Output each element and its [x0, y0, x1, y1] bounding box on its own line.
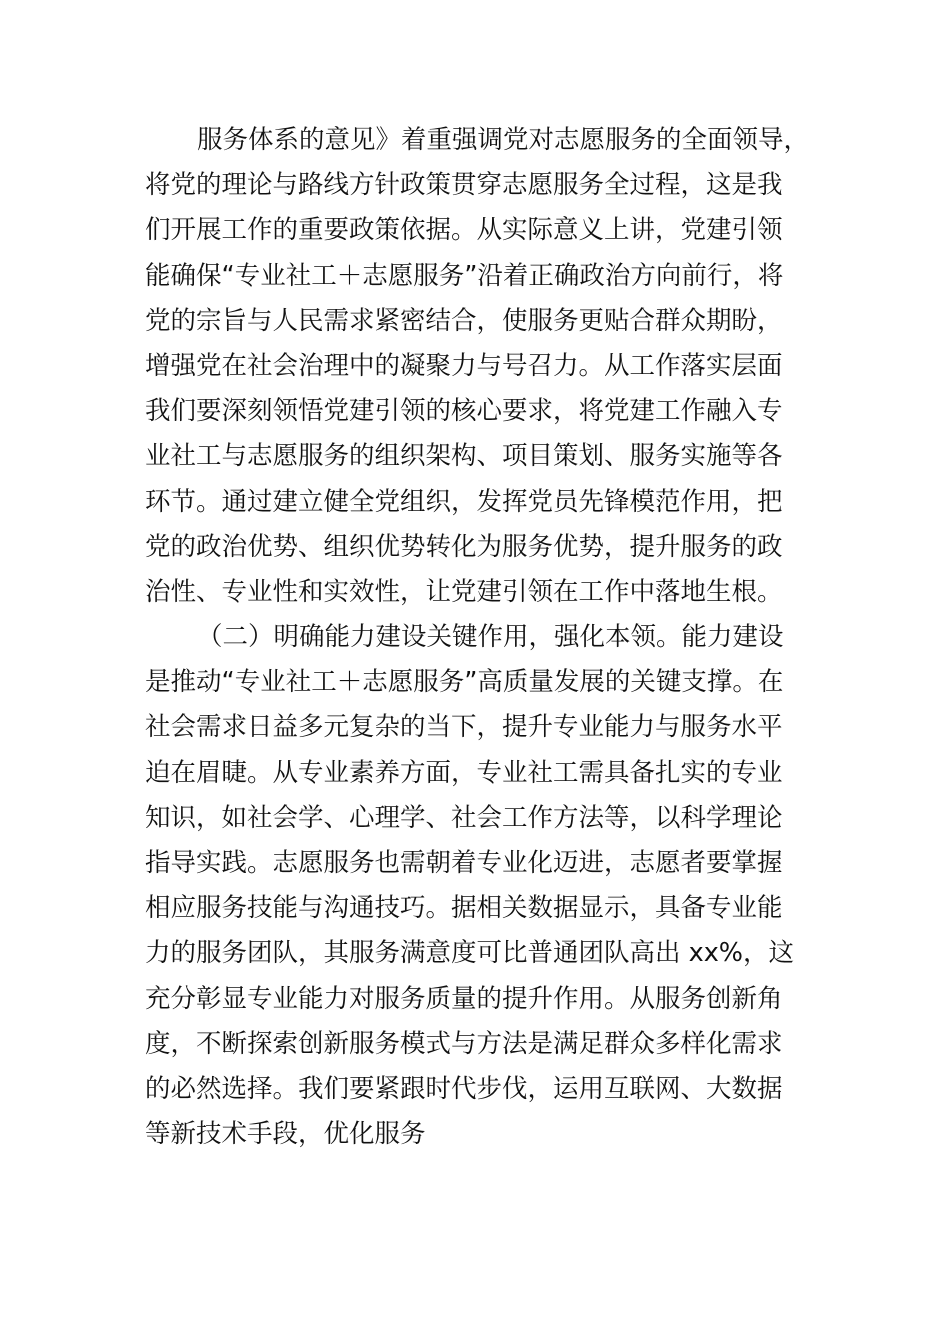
text-line: 党的政治优势、组织优势转化为服务优势，提升服务的政 [145, 531, 783, 562]
body-text [145, 118, 810, 1157]
text-line: 服务体系的意见》着重强调党对志愿服务的全面领导， [197, 125, 810, 155]
text-line: 环节。通过建立健全党组织，发挥党员先锋模范作用，把 [145, 486, 783, 517]
text-line: 社会需求日益多元复杂的当下，提升专业能力与服务水平 [145, 712, 783, 743]
text-line: 知识，如社会学、心理学、社会工作方法等，以科学理论 [145, 802, 783, 833]
text-line: 将党的理论与路线方针政策贯穿志愿服务全过程，这是我 [145, 170, 783, 201]
text-line: 指导实践。志愿服务也需朝着专业化迈进，志愿者要掌握 [145, 848, 783, 878]
text-line: 增强党在社会治理中的凝聚力与号召力。从工作落实层面 [145, 350, 783, 381]
text-line: 治性、专业性和实效性，让党建引领在工作中落地生根。 [145, 576, 783, 607]
text-line: 业社工与志愿服务的组织架构、项目策划、服务实施等各 [145, 441, 783, 472]
text-line: 能确保“专业社工＋志愿服务”沿着正确政治方向前行，将 [145, 260, 784, 291]
section-heading-line: （二）明确能力建设关键作用，强化本领。能力建设 [197, 622, 784, 653]
text-line: 力的服务团队，其服务满意度可比普通团队高出 xx%，这 [145, 938, 795, 969]
text-line: 迫在眉睫。从专业素养方面，专业社工需具备扎实的专业 [145, 757, 783, 788]
text-line: 等新技术手段，优化服务 [145, 1119, 426, 1150]
text-line: 度，不断探索创新服务模式与方法是满足群众多样化需求 [145, 1028, 783, 1059]
text-line: 的必然选择。我们要紧跟时代步伐，运用互联网、大数据 [145, 1073, 783, 1104]
text-line: 充分彰显专业能力对服务质量的提升作用。从服务创新角 [145, 983, 783, 1014]
text-line: 相应服务技能与沟通技巧。据相关数据显示，具备专业能 [145, 893, 783, 924]
text-line: 党的宗旨与人民需求紧密结合，使服务更贴合群众期盼， [145, 305, 783, 336]
text-line: 们开展工作的重要政策依据。从实际意义上讲，党建引领 [145, 215, 783, 246]
text-line: 是推动“专业社工＋志愿服务”高质量发展的关键支撑。在 [145, 667, 784, 698]
text-line: 我们要深刻领悟党建引领的核心要求，将党建工作融入专 [145, 396, 783, 427]
